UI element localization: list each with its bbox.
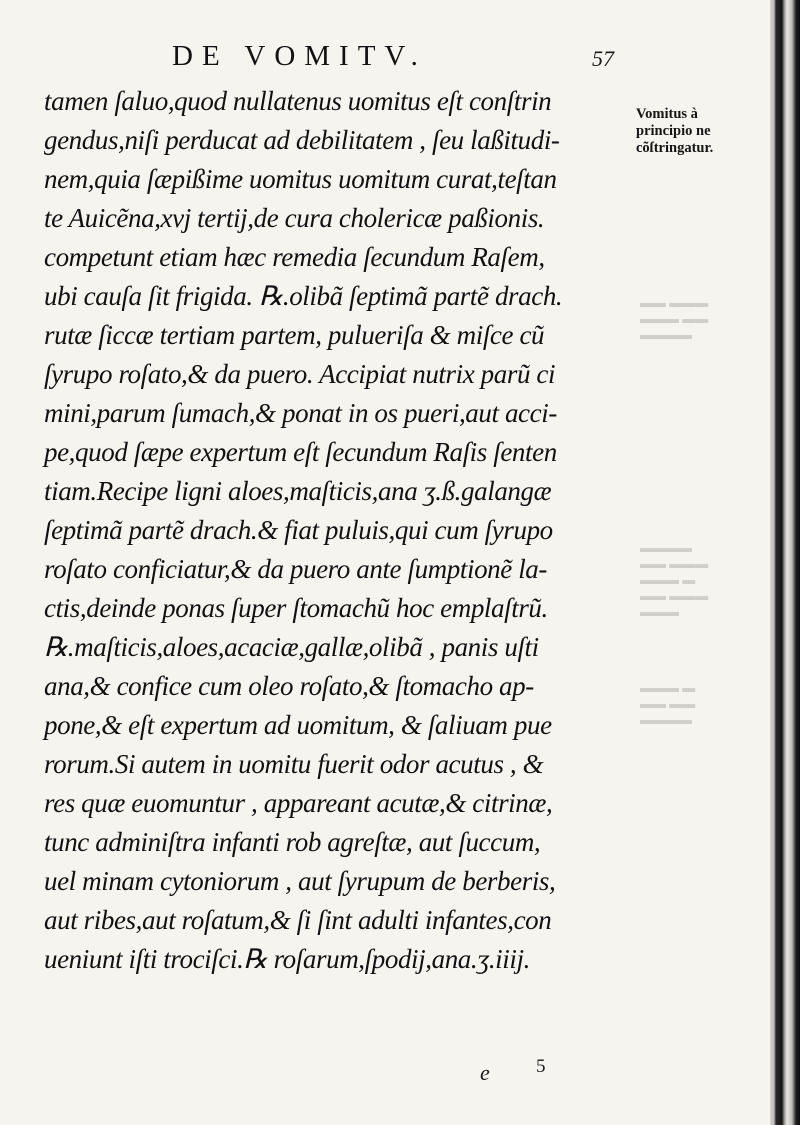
text-line: nem,quia ſæpißime uomitus uomitum curat,teſtan	[44, 164, 557, 194]
signature-number: 5	[536, 1056, 546, 1077]
text-line: tiam.Recipe ligni aloes,maſticis,ana ʒ.ß.galangæ	[44, 476, 552, 506]
book-binding-edge	[770, 0, 800, 1125]
body-text	[44, 82, 634, 979]
text-line: ueniunt iſti trociſci.℞ roſarum,ſpodij,ana.ʒ.iiij.	[44, 944, 530, 974]
text-line: rorum.Si autem in uomitu fuerit odor acutus , &	[44, 749, 544, 779]
text-line: tunc adminiſtra infanti rob agreſtæ, aut ſuccum,	[44, 827, 541, 857]
text-line: te Auicẽna,xvj tertij,de cura cholericæ paßionis.	[44, 203, 545, 233]
text-line: pe,quod ſæpe expertum eſt ſecundum Raſis ſenten	[44, 437, 557, 467]
text-line: rutæ ſiccæ tertiam partem, pulueriſa & miſce cũ	[44, 320, 545, 350]
page-number: 57	[592, 46, 614, 71]
signature-mark: e	[480, 1060, 490, 1085]
text-line: ana,& confice cum oleo roſato,& ſtomacho ap-	[44, 671, 534, 701]
margin-note-line: cõſtringatur.	[636, 140, 714, 156]
text-line: mini,parum ſumach,& ponat in os pueri,aut acci-	[44, 398, 557, 428]
margin-note-line: principio ne	[636, 123, 711, 139]
text-line: gendus,niſi perducat ad debilitatem , ſeu laßitudi-	[44, 125, 560, 155]
text-line: ſeptimã partẽ drach.& fiat puluis,qui cum ſyrupo	[44, 515, 553, 545]
text-line: ℞.maſticis,aloes,acaciæ,gallæ,olibã , panis uſti	[44, 632, 539, 662]
text-line: roſato conficiatur,& da puero ante ſumptionẽ la-	[44, 554, 548, 584]
text-line: competunt etiam hæc remedia ſecundum Raſem,	[44, 242, 545, 272]
text-line: aut ribes,aut roſatum,& ſi ſint adulti infantes,con	[44, 905, 552, 935]
bleed-through-text: ▬▬▬▬ ▬▬ ▬▬▬ ▬▬▬ ▬ ▬▬ ▬▬▬ ▬▬▬	[640, 540, 709, 619]
margin-note-line: Vomitus à	[636, 106, 698, 122]
text-line: pone,& eſt expertum ad uomitum, & ſaliuam pue	[44, 710, 552, 740]
text-line: ſyrupo roſato,& da puero. Accipiat nutrix parũ ci	[44, 359, 556, 389]
bleed-through-text: ▬▬ ▬▬▬ ▬▬▬ ▬▬ ▬▬▬▬	[640, 295, 709, 342]
text-line: ctis,deinde ponas ſuper ſtomachũ hoc emplaſtrũ.	[44, 593, 548, 623]
running-header	[172, 40, 632, 80]
bleed-through-text: ▬▬▬ ▬ ▬▬ ▬▬ ▬▬▬▬	[640, 680, 696, 727]
margin-note	[636, 106, 768, 157]
text-line: ubi cauſa ſit frigida. ℞.olibã ſeptimã partẽ drach.	[44, 281, 563, 311]
text-line: uel minam cytoniorum , aut ſyrupum de berberis,	[44, 866, 556, 896]
text-line: res quæ euomuntur , appareant acutæ,& citrinæ,	[44, 788, 553, 818]
text-line: tamen ſaluo,quod nullatenus uomitus eſt conſtrin	[44, 86, 552, 116]
header-title: DE VOMITV.	[172, 40, 427, 72]
page-footer	[480, 1058, 600, 1088]
